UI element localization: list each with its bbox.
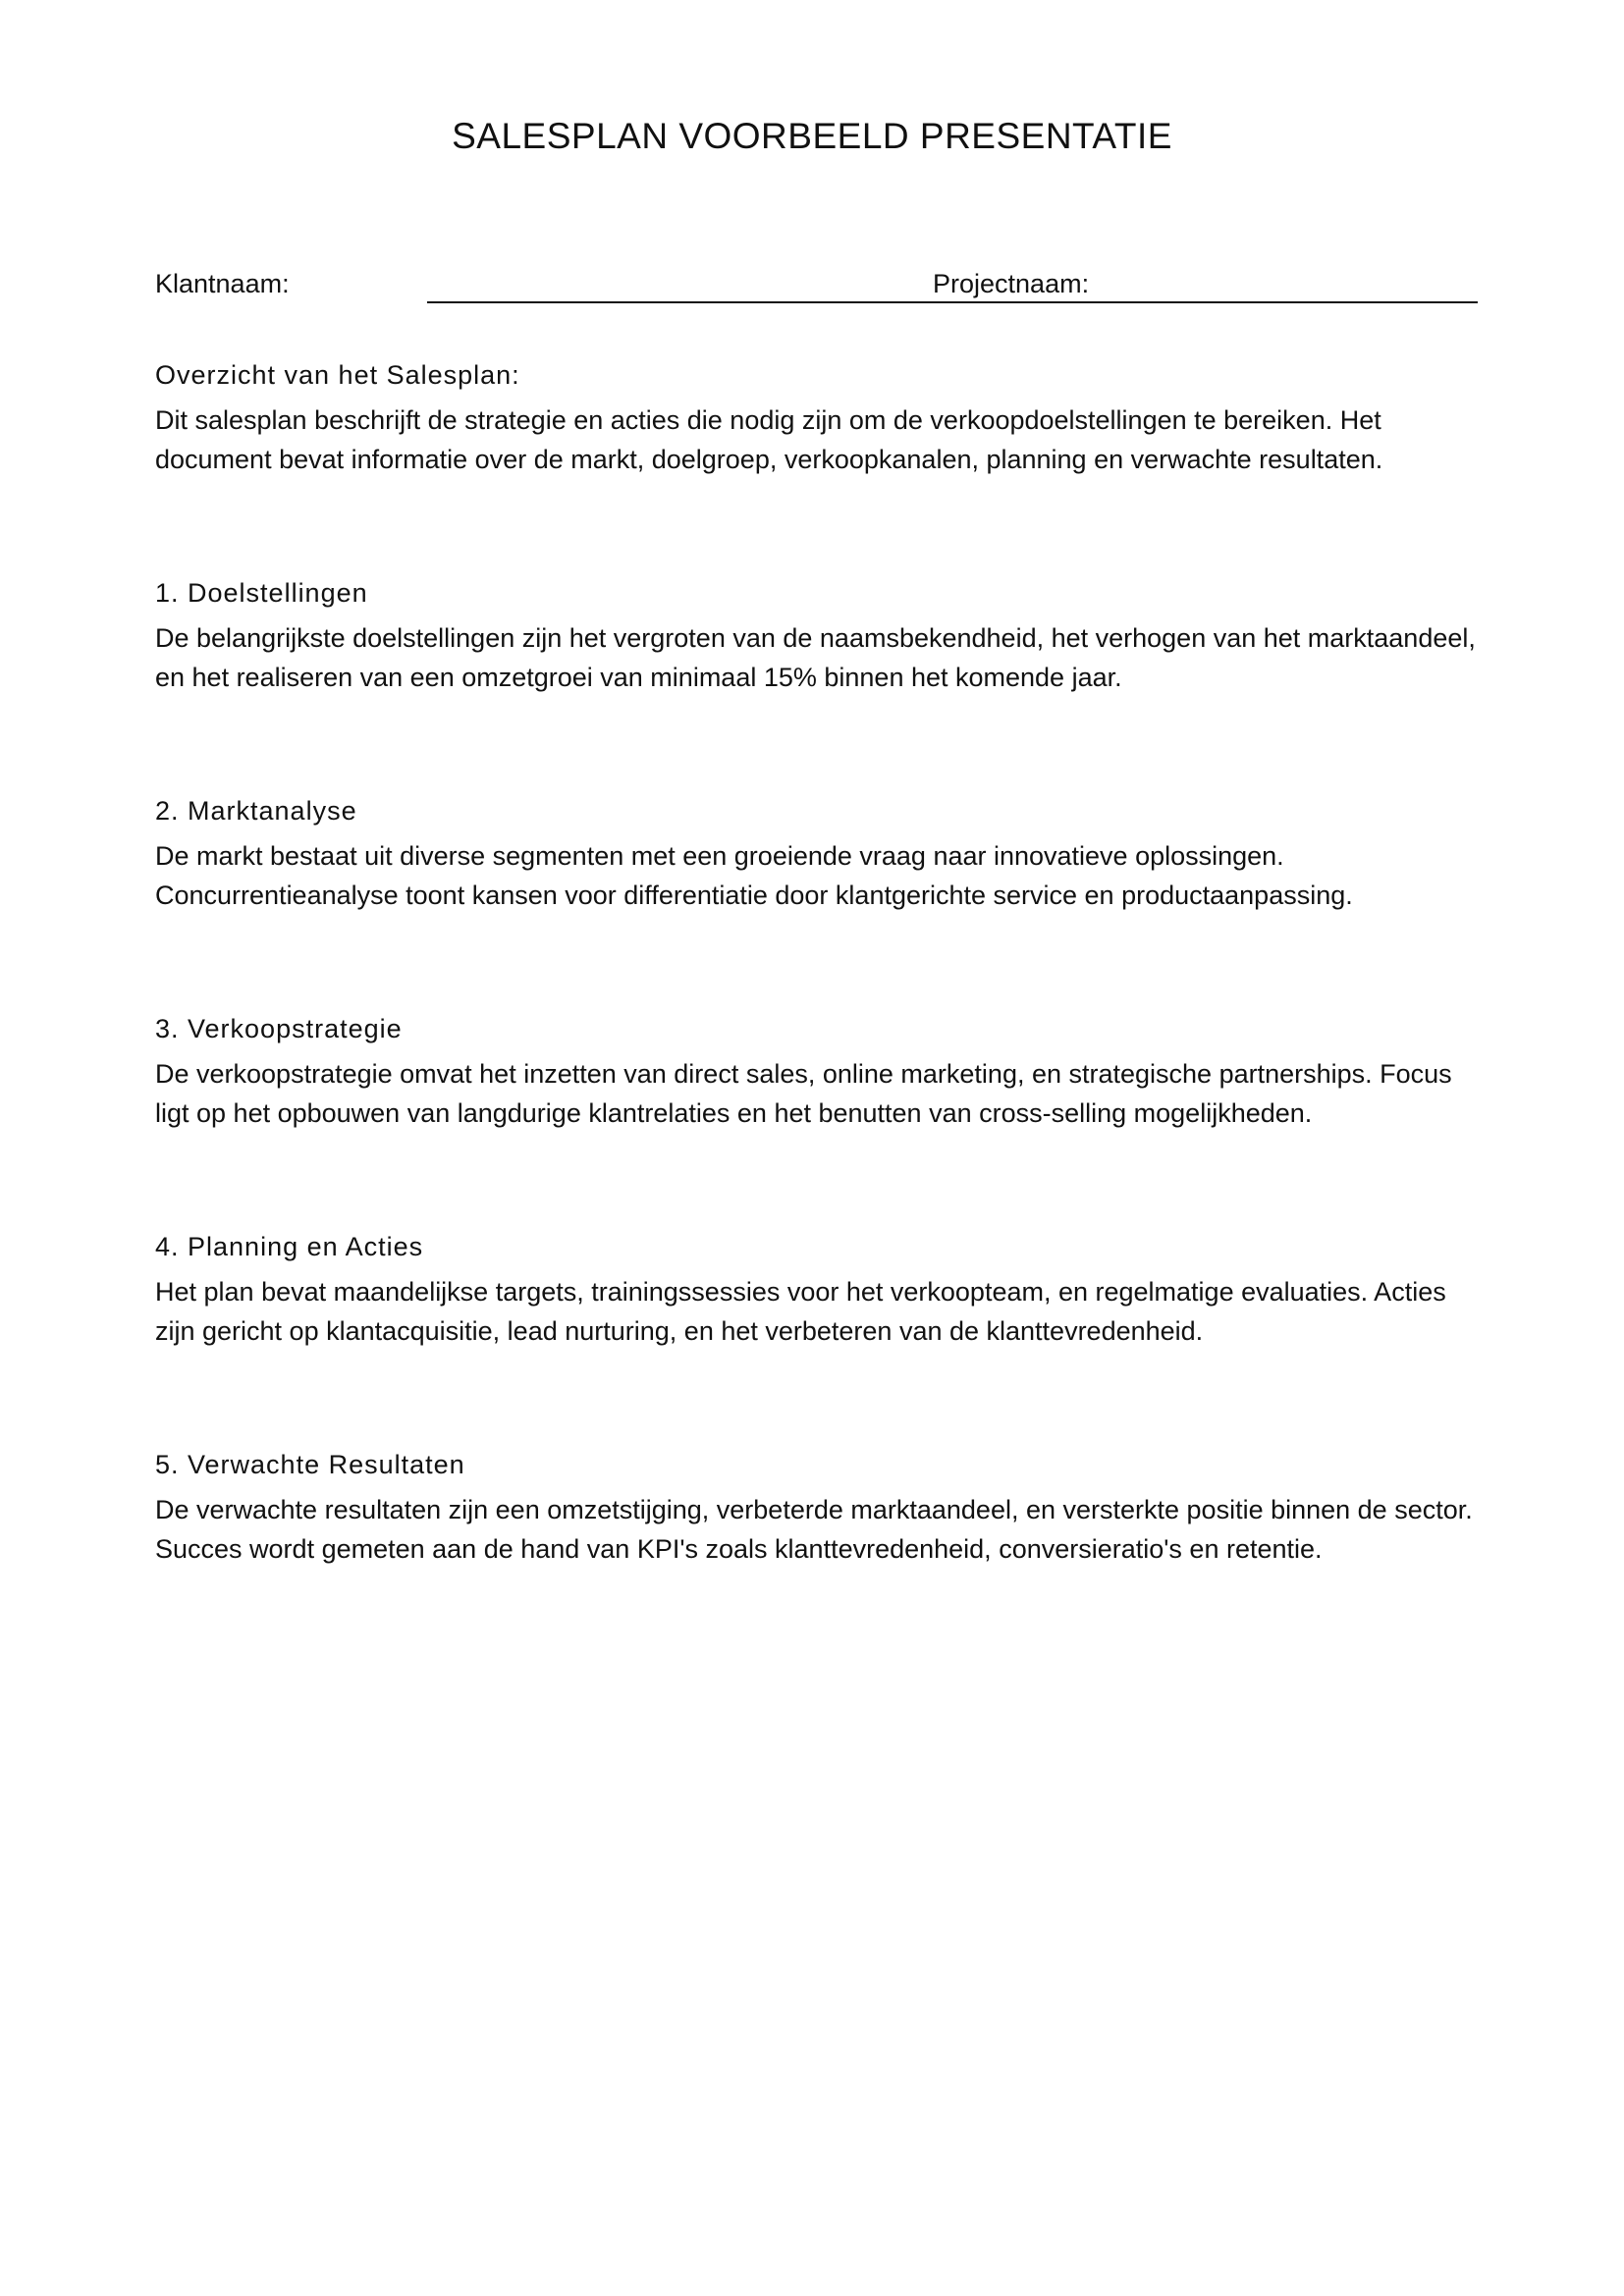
section-market-analysis <box>155 796 1490 915</box>
section-heading: 2. Marktanalyse <box>155 796 357 826</box>
section-body: De markt bestaat uit diverse segmenten met een groeiende vraag naar innovatieve oplossingen. Concurrentieanalyse toont kansen voor differentiatie door klantgerichte service en productaanpassing. <box>155 841 1353 910</box>
section-body: Het plan bevat maandelijkse targets, trainingssessies voor het verkoopteam, en regelmatige evaluaties. Acties zijn gericht op klantacquisitie, lead nurturing, en het verbeteren van de klanttevredenheid. <box>155 1277 1446 1346</box>
section-body: De verkoopstrategie omvat het inzetten van direct sales, online marketing, en strategische partnerships. Focus ligt op het opbouwen van langdurige klantrelaties en het benutten van cross-selling mogelijkheden. <box>155 1059 1452 1128</box>
section-body: De verwachte resultaten zijn een omzetstijging, verbeterde marktaandeel, en versterkte positie binnen de sector. Succes wordt gemeten aan de hand van KPI's zoals klanttevredenheid, conversieratio's en retentie. <box>155 1495 1473 1564</box>
section-body: Dit salesplan beschrijft de strategie en acties die nodig zijn om de verkoopdoelstellingen te bereiken. Het document bevat informatie over de markt, doelgroep, verkoopkanalen, planning en verwachte resultaten. <box>155 405 1383 474</box>
section-sales-strategy <box>155 1014 1490 1133</box>
section-planning-actions <box>155 1232 1490 1351</box>
section-heading: Overzicht van het Salesplan: <box>155 360 520 390</box>
section-heading: 5. Verwachte Resultaten <box>155 1450 465 1479</box>
client-name-label: Klantnaam: <box>155 269 290 298</box>
section-heading: 3. Verkoopstrategie <box>155 1014 403 1043</box>
section-goals <box>155 578 1490 697</box>
section-expected-results <box>155 1450 1490 1569</box>
section-overview <box>155 360 1490 479</box>
page-title: SALESPLAN VOORBEELD PRESENTATIE <box>452 116 1172 156</box>
section-heading: 4. Planning en Acties <box>155 1232 424 1261</box>
section-heading: 1. Doelstellingen <box>155 578 368 608</box>
section-body: De belangrijkste doelstellingen zijn het vergroten van de naamsbekendheid, het verhogen van het marktaandeel, en het realiseren van een omzetgroei van minimaal 15% binnen het komende jaar. <box>155 623 1476 692</box>
client-name-line <box>427 301 1478 303</box>
project-name-label: Projectnaam: <box>933 269 1090 298</box>
